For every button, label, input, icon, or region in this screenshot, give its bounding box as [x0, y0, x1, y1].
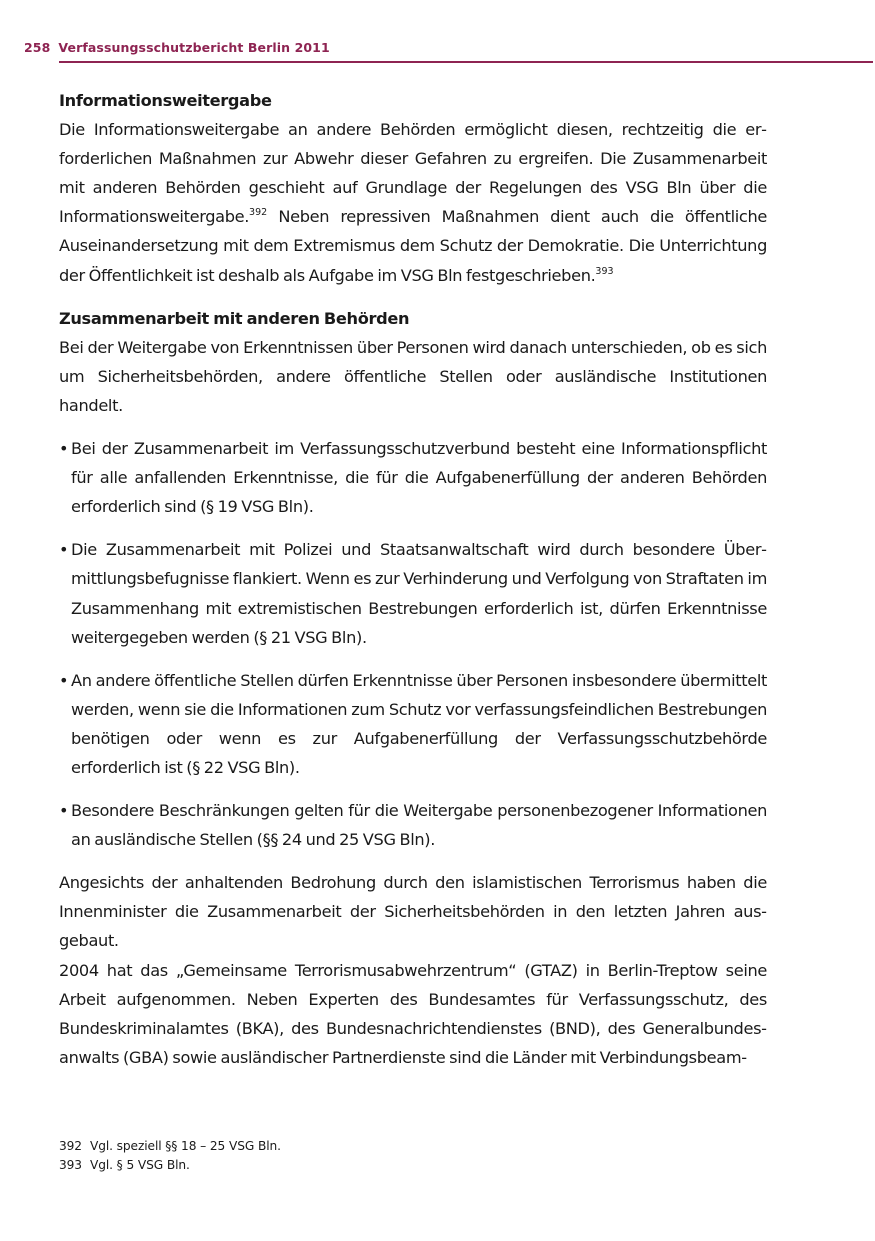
section-heading: Zusammenarbeit mit anderen Behörden [59, 308, 410, 328]
section-informationsweitergabe [59, 86, 767, 290]
footnote-392 [59, 1137, 281, 1156]
list-item [59, 535, 767, 651]
bullet-icon: • [59, 670, 69, 690]
section-heading: Informationsweitergabe [59, 91, 272, 110]
main-content [59, 86, 767, 1072]
footnote-ref-392[interactable]: 392 [249, 207, 268, 219]
header-rule [59, 61, 873, 63]
bullet-icon: • [59, 801, 69, 821]
body-paragraph: Bei der Weitergabe von Erkenntnissen über Personen wird danach unterschieden, ob es sich um Sicherheitsbehörden, andere öffentliche Stellen oder ausländische Institutionen handelt. [59, 337, 767, 415]
running-head [24, 40, 330, 55]
footnote-text: Vgl. § 5 VSG Bln. [89, 1157, 190, 1172]
list-item [59, 666, 767, 782]
section-zusammenarbeit [59, 304, 767, 420]
footnote-393 [59, 1156, 281, 1175]
list-item-text: Besondere Beschränkungen gelten für die Weitergabe personenbezogener Informationen an ausländische Stellen (§§ 24 und 25 VSG Bln). [71, 801, 767, 850]
bullet-icon: • [59, 540, 69, 560]
paragraph-text: Neben repressiven Maßnahmen dient auch die öffentliche Auseinandersetzung mit dem Extremismus dem Schutz der Demokratie. Die Unterrichtung der Öffentlichkeit ist deshalb als Aufgabe im VSG Bln festgeschrieben. [59, 207, 767, 285]
body-paragraph [59, 115, 767, 290]
list-item-text: Die Zusammenarbeit mit Polizei und Staatsanwaltschaft wird durch besondere Übermittlungsbefugnisse flankiert. Wenn es zur Verhinderung und Verfolgung von Straftaten im Zusammenhang mit extremistischen Bestrebungen erforderlich ist, dürfen Erkenntnisse weitergegeben werden (§ 21 VSG Bln). [71, 540, 767, 647]
footnotes [59, 1137, 281, 1174]
list-item-text: Bei der Zusammenarbeit im Verfassungsschutzverbund besteht eine Informationspflicht für alle anfallenden Erkenntnisse, die für die Aufgabenerfüllung der anderen Behörden erforderlich sind (§ 19 VSG Bln). [71, 439, 767, 517]
body-paragraph: 2004 hat das „Gemeinsame Terrorismusabwehrzentrum“ (GTAZ) in Berlin-Treptow seine Arbeit aufgenommen. Neben Experten des Bundesamtes für Verfassungsschutz, des Bundeskriminalamtes (BKA), des Bundesnachrichtendienstes (BND), des Generalbundesanwalts (GBA) sowie ausländischer Partnerdienste sind die Länder mit Verbindungsbeam- [59, 960, 767, 1067]
bullet-list [59, 434, 767, 854]
footnote-text: Vgl. speziell §§ 18 – 25 VSG Bln. [89, 1139, 281, 1153]
paragraph-text: Die Informationsweitergabe an andere Behörden ermöglicht diesen, rechtzeitig die erforderlichen Maßnahmen zur Abwehr dieser Gefahren zu ergreifen. Die Zusammenarbeit mit anderen Behörden geschieht auf Grundlage der Regelungen des VSG Bln über die Informationsweitergabe. [59, 120, 767, 227]
body-paragraph: Angesichts der anhaltenden Bedrohung durch den islamistischen Terrorismus haben die Innenminister die Zusammenarbeit der Sicherheitsbehörden in den letzten Jahren ausgebaut. [59, 873, 767, 951]
footnote-number: 392 [59, 1139, 82, 1153]
list-item-text: An andere öffentliche Stellen dürfen Erkenntnisse über Personen insbesondere übermittelt werden, wenn sie die Informationen zum Schutz vor verfassungsfeindlichen Bestrebungen benötigen oder wenn es zur Aufgabenerfüllung der Verfassungsschutzbehörde erforderlich ist (§ 22 VSG Bln). [71, 670, 767, 777]
footnote-ref-393[interactable]: 393 [595, 265, 614, 277]
list-item [59, 434, 767, 521]
bullet-icon: • [59, 439, 69, 459]
list-item [59, 796, 767, 854]
document-title: Verfassungsschutzbericht Berlin 2011 [58, 40, 330, 55]
footnote-number: 393 [59, 1157, 82, 1172]
page-number: 258 [24, 40, 51, 55]
